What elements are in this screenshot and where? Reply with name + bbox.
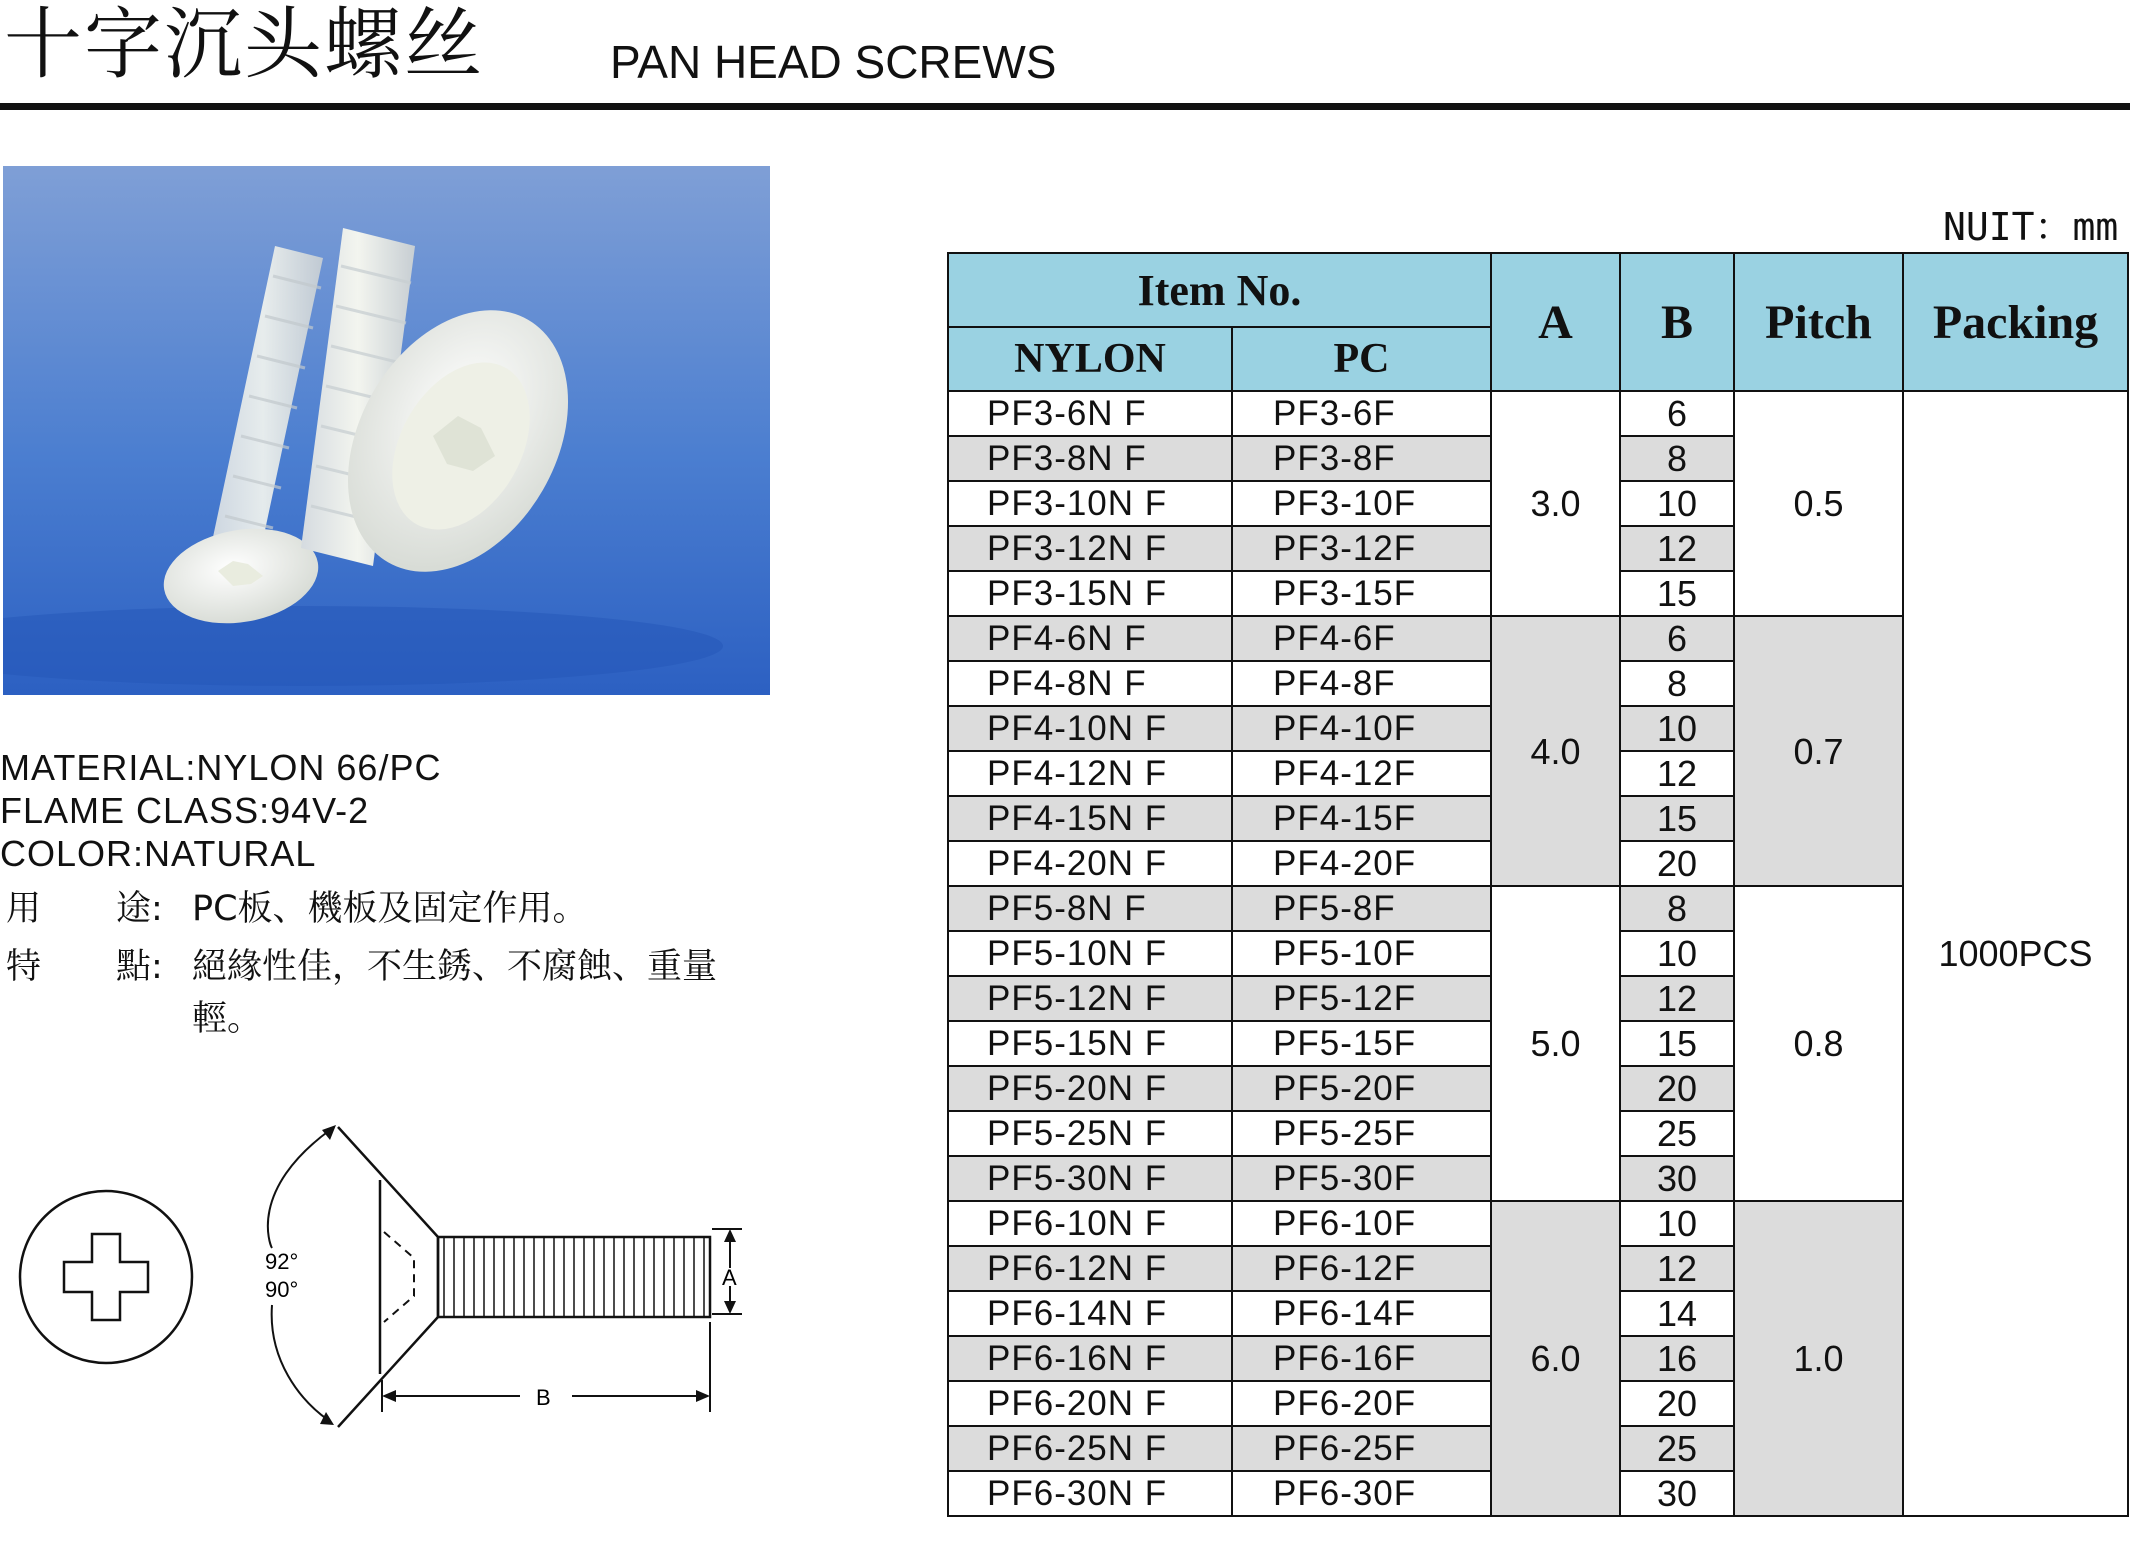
diameter-a-cell: 4.0 xyxy=(1491,616,1620,886)
feature-key-1: 特 xyxy=(6,947,42,987)
unit-label: NUIT：mm xyxy=(1943,205,2119,249)
pc-code: PF6-25F xyxy=(1232,1426,1491,1471)
pc-code: PF6-14F xyxy=(1232,1291,1491,1336)
usage-and-features xyxy=(0,880,780,1048)
screw-photo-illustration xyxy=(3,166,770,695)
usage-key-2: 途: xyxy=(116,889,163,929)
feature-key-2: 點: xyxy=(116,947,163,987)
header-a: A xyxy=(1491,253,1620,391)
flame-class-line: FLAME CLASS:94V-2 xyxy=(0,790,370,831)
nylon-code: PF3-12N F xyxy=(948,526,1232,571)
feature-value-line1: 絕緣性佳，不生銹、不腐蝕、重量 xyxy=(192,947,718,987)
table-row xyxy=(948,391,2128,436)
nylon-code: PF5-25N F xyxy=(948,1111,1232,1156)
pc-code: PF3-8F xyxy=(1232,436,1491,481)
length-b-cell: 8 xyxy=(1620,436,1734,481)
nylon-code: PF6-14N F xyxy=(948,1291,1232,1336)
nylon-code: PF3-6N F xyxy=(948,391,1232,436)
product-photo xyxy=(3,166,770,695)
pc-code: PF3-10F xyxy=(1232,481,1491,526)
screw-spec-table xyxy=(947,252,2129,1517)
length-b-cell: 30 xyxy=(1620,1471,1734,1516)
length-b-cell: 10 xyxy=(1620,481,1734,526)
length-b-cell: 12 xyxy=(1620,1246,1734,1291)
pc-code: PF3-15F xyxy=(1232,571,1491,616)
angle-top-label: 92° xyxy=(265,1249,299,1274)
color-line: COLOR:NATURAL xyxy=(0,833,317,874)
length-b-cell: 25 xyxy=(1620,1426,1734,1471)
length-b-cell: 15 xyxy=(1620,1021,1734,1066)
nylon-code: PF6-16N F xyxy=(948,1336,1232,1381)
pitch-cell: 1.0 xyxy=(1734,1201,1903,1516)
nylon-code: PF6-10N F xyxy=(948,1201,1232,1246)
nylon-code: PF5-12N F xyxy=(948,976,1232,1021)
pc-code: PF5-8F xyxy=(1232,886,1491,931)
length-b-cell: 20 xyxy=(1620,841,1734,886)
length-b-cell: 8 xyxy=(1620,661,1734,706)
packing-cell: 1000PCS xyxy=(1903,391,2128,1516)
pc-code: PF4-6F xyxy=(1232,616,1491,661)
feature-value-line2: 輕。 xyxy=(192,999,263,1039)
usage-key-1: 用 xyxy=(6,889,42,929)
length-b-cell: 8 xyxy=(1620,886,1734,931)
nylon-code: PF6-30N F xyxy=(948,1471,1232,1516)
pc-code: PF5-25F xyxy=(1232,1111,1491,1156)
length-b-cell: 10 xyxy=(1620,706,1734,751)
technical-drawing xyxy=(0,1110,780,1550)
pc-code: PF5-12F xyxy=(1232,976,1491,1021)
nylon-code: PF6-25N F xyxy=(948,1426,1232,1471)
header-b: B xyxy=(1620,253,1734,391)
header-pc: PC xyxy=(1232,327,1491,391)
nylon-code: PF3-10N F xyxy=(948,481,1232,526)
pc-code: PF3-12F xyxy=(1232,526,1491,571)
nylon-code: PF5-8N F xyxy=(948,886,1232,931)
pc-code: PF5-10F xyxy=(1232,931,1491,976)
length-b-cell: 6 xyxy=(1620,616,1734,661)
length-b-cell: 15 xyxy=(1620,796,1734,841)
nylon-code: PF4-8N F xyxy=(948,661,1232,706)
nylon-code: PF4-6N F xyxy=(948,616,1232,661)
material-line: MATERIAL:NYLON 66/PC xyxy=(0,747,442,788)
nylon-code: PF4-12N F xyxy=(948,751,1232,796)
pc-code: PF6-30F xyxy=(1232,1471,1491,1516)
nylon-code: PF3-15N F xyxy=(948,571,1232,616)
feature-row xyxy=(0,938,780,996)
screw-dimension-drawing xyxy=(0,1110,780,1550)
pc-code: PF4-12F xyxy=(1232,751,1491,796)
length-b-cell: 10 xyxy=(1620,931,1734,976)
header-packing: Packing xyxy=(1903,253,2128,391)
page-title-chinese: 十字沉头螺丝 xyxy=(4,0,485,90)
nylon-code: PF4-15N F xyxy=(948,796,1232,841)
pitch-cell: 0.5 xyxy=(1734,391,1903,616)
pc-code: PF5-30F xyxy=(1232,1156,1491,1201)
length-b-cell: 16 xyxy=(1620,1336,1734,1381)
table-body xyxy=(948,391,2128,1516)
length-b-cell: 10 xyxy=(1620,1201,1734,1246)
pitch-cell: 0.7 xyxy=(1734,616,1903,886)
pc-code: PF5-15F xyxy=(1232,1021,1491,1066)
nylon-code: PF5-15N F xyxy=(948,1021,1232,1066)
diameter-a-cell: 3.0 xyxy=(1491,391,1620,616)
nylon-code: PF3-8N F xyxy=(948,436,1232,481)
usage-value: PC板、機板及固定作用。 xyxy=(192,889,588,929)
nylon-code: PF6-12N F xyxy=(948,1246,1232,1291)
page-title-english: PAN HEAD SCREWS xyxy=(610,36,1057,88)
nylon-code: PF4-10N F xyxy=(948,706,1232,751)
nylon-code: PF6-20N F xyxy=(948,1381,1232,1426)
dimension-b-label: B xyxy=(536,1385,551,1410)
pc-code: PF4-8F xyxy=(1232,661,1491,706)
pc-code: PF3-6F xyxy=(1232,391,1491,436)
nylon-code: PF5-30N F xyxy=(948,1156,1232,1201)
length-b-cell: 12 xyxy=(1620,976,1734,1021)
diameter-a-cell: 6.0 xyxy=(1491,1201,1620,1516)
length-b-cell: 25 xyxy=(1620,1111,1734,1156)
length-b-cell: 6 xyxy=(1620,391,1734,436)
pc-code: PF6-12F xyxy=(1232,1246,1491,1291)
length-b-cell: 12 xyxy=(1620,751,1734,796)
usage-row xyxy=(0,880,780,938)
length-b-cell: 12 xyxy=(1620,526,1734,571)
header-item-no: Item No. xyxy=(948,253,1491,327)
diameter-a-cell: 5.0 xyxy=(1491,886,1620,1201)
nylon-code: PF5-20N F xyxy=(948,1066,1232,1111)
pitch-cell: 0.8 xyxy=(1734,886,1903,1201)
pc-code: PF6-10F xyxy=(1232,1201,1491,1246)
pc-code: PF5-20F xyxy=(1232,1066,1491,1111)
angle-bottom-label: 90° xyxy=(265,1277,299,1302)
length-b-cell: 20 xyxy=(1620,1381,1734,1426)
pc-code: PF4-10F xyxy=(1232,706,1491,751)
pc-code: PF4-20F xyxy=(1232,841,1491,886)
length-b-cell: 15 xyxy=(1620,571,1734,616)
length-b-cell: 14 xyxy=(1620,1291,1734,1336)
length-b-cell: 30 xyxy=(1620,1156,1734,1201)
length-b-cell: 20 xyxy=(1620,1066,1734,1111)
dimension-a-label: A xyxy=(722,1265,737,1290)
pc-code: PF6-16F xyxy=(1232,1336,1491,1381)
pc-code: PF6-20F xyxy=(1232,1381,1491,1426)
header-nylon: NYLON xyxy=(948,327,1232,391)
header-pitch: Pitch xyxy=(1734,253,1903,391)
material-specs xyxy=(0,746,800,875)
nylon-code: PF4-20N F xyxy=(948,841,1232,886)
title-divider xyxy=(0,103,2130,110)
nylon-code: PF5-10N F xyxy=(948,931,1232,976)
feature-row-continued xyxy=(0,996,780,1048)
pc-code: PF4-15F xyxy=(1232,796,1491,841)
